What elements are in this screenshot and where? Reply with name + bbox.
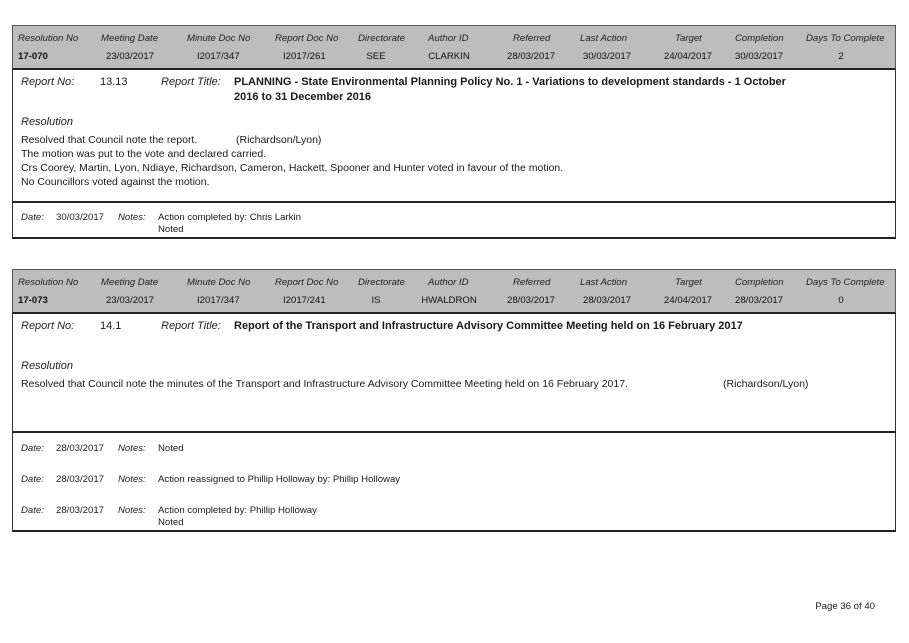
note-notes-label: Notes: (118, 474, 146, 485)
author-id-value: HWALDRON (421, 295, 477, 306)
completion-value: 28/03/2017 (735, 295, 784, 306)
header-label-last-action: Last Action (580, 33, 628, 44)
report-no-value: 14.1 (100, 320, 122, 332)
last-action-value: 30/03/2017 (583, 51, 632, 62)
resolution-line: No Councillors voted against the motion. (21, 176, 210, 188)
note-notes-label: Notes: (118, 212, 146, 223)
header-label-referred: Referred (513, 277, 551, 288)
resolution-no-value: 17-070 (18, 51, 48, 62)
movers: (Richardson/Lyon) (236, 134, 322, 146)
notes-panel (12, 433, 896, 532)
header-label-resolution-no: Resolution No (18, 277, 79, 288)
resolution-line: Resolved that Council note the report. (21, 134, 198, 146)
note-date-label: Date: (21, 474, 44, 485)
header-label-directorate: Directorate (358, 33, 405, 44)
header-label-author-id: Author ID (428, 33, 469, 44)
report-title-label: Report Title: (161, 320, 221, 332)
last-action-value: 28/03/2017 (583, 295, 632, 306)
record-header-bar (12, 269, 896, 314)
resolution-heading: Resolution (21, 360, 73, 372)
header-label-directorate: Directorate (358, 277, 405, 288)
header-label-days-to-complete: Days To Complete (806, 277, 885, 288)
header-label-report-doc-no: Report Doc No (275, 277, 339, 288)
resolution-heading: Resolution (21, 116, 73, 128)
header-label-minute-doc-no: Minute Doc No (187, 33, 251, 44)
resolution-line: Resolved that Council note the minutes of the Transport and Infrastructure Advisory Committee Meeting held on 16 February 2017. (21, 378, 628, 390)
report-no-label: Report No: (21, 76, 75, 88)
completion-value: 30/03/2017 (735, 51, 784, 62)
header-label-meeting-date: Meeting Date (101, 277, 159, 288)
report-panel (12, 70, 896, 203)
header-label-last-action: Last Action (580, 277, 628, 288)
note-date-label: Date: (21, 443, 44, 454)
report-title-label: Report Title: (161, 76, 221, 88)
resolution-record (12, 25, 896, 239)
resolution-no-value: 17-073 (18, 295, 48, 306)
author-id-value: CLARKIN (428, 51, 470, 62)
note-text: Noted (158, 443, 184, 454)
target-value: 24/04/2017 (664, 51, 713, 62)
report-panel (12, 314, 896, 433)
report-title: Report of the Transport and Infrastructure Advisory Committee Meeting held on 16 February 2017 (234, 320, 743, 332)
note-text: Action completed by: Phillip Holloway (158, 505, 317, 516)
referred-value: 28/03/2017 (507, 51, 556, 62)
note-notes-label: Notes: (118, 443, 146, 454)
meeting-date-value: 23/03/2017 (106, 295, 155, 306)
meeting-date-value: 23/03/2017 (106, 51, 155, 62)
note-text: Action reassigned to Phillip Holloway by: Phillip Holloway (158, 474, 401, 485)
header-label-target: Target (675, 33, 702, 44)
record-header-bar (12, 25, 896, 70)
resolution-record (12, 269, 896, 532)
header-label-completion: Completion (735, 33, 784, 44)
header-label-minute-doc-no: Minute Doc No (187, 277, 251, 288)
referred-value: 28/03/2017 (507, 295, 556, 306)
notes-panel (12, 203, 896, 239)
note-notes-label: Notes: (118, 505, 146, 516)
report-title: PLANNING - State Environmental Planning Policy No. 1 - Variations to development standards - 1 October 2016 to 31 December 2016 (234, 76, 786, 103)
report-doc-no-value: I2017/241 (283, 295, 326, 306)
note-text: Noted (158, 517, 184, 528)
days-to-complete-value: 2 (838, 51, 844, 62)
directorate-value: SEE (366, 51, 386, 62)
target-value: 24/04/2017 (664, 295, 713, 306)
directorate-value: IS (371, 295, 381, 306)
report-no-label: Report No: (21, 320, 75, 332)
note-date-label: Date: (21, 212, 44, 223)
note-text: Noted (158, 224, 184, 235)
minute-doc-no-value: I2017/347 (197, 295, 240, 306)
header-label-report-doc-no: Report Doc No (275, 33, 339, 44)
note-date: 28/03/2017 (56, 474, 105, 485)
report-no-value: 13.13 (100, 76, 128, 88)
note-date: 28/03/2017 (56, 505, 105, 516)
header-label-referred: Referred (513, 33, 551, 44)
header-label-author-id: Author ID (428, 277, 469, 288)
days-to-complete-value: 0 (838, 295, 844, 306)
note-date: 28/03/2017 (56, 443, 105, 454)
minute-doc-no-value: I2017/347 (197, 51, 240, 62)
header-label-resolution-no: Resolution No (18, 33, 79, 44)
note-date-label: Date: (21, 505, 44, 516)
report-doc-no-value: I2017/261 (283, 51, 326, 62)
page-number: Page 36 of 40 (815, 601, 875, 612)
header-label-completion: Completion (735, 277, 784, 288)
movers: (Richardson/Lyon) (723, 378, 809, 390)
resolution-line: Crs Coorey, Martin, Lyon, Ndiaye, Richardson, Cameron, Hackett, Spooner and Hunter voted in favour of the motion. (21, 162, 564, 174)
header-label-meeting-date: Meeting Date (101, 33, 159, 44)
note-text: Action completed by: Chris Larkin (158, 212, 301, 223)
header-label-target: Target (675, 277, 702, 288)
note-date: 30/03/2017 (56, 212, 105, 223)
header-label-days-to-complete: Days To Complete (806, 33, 885, 44)
resolution-line: The motion was put to the vote and declared carried. (21, 148, 267, 160)
